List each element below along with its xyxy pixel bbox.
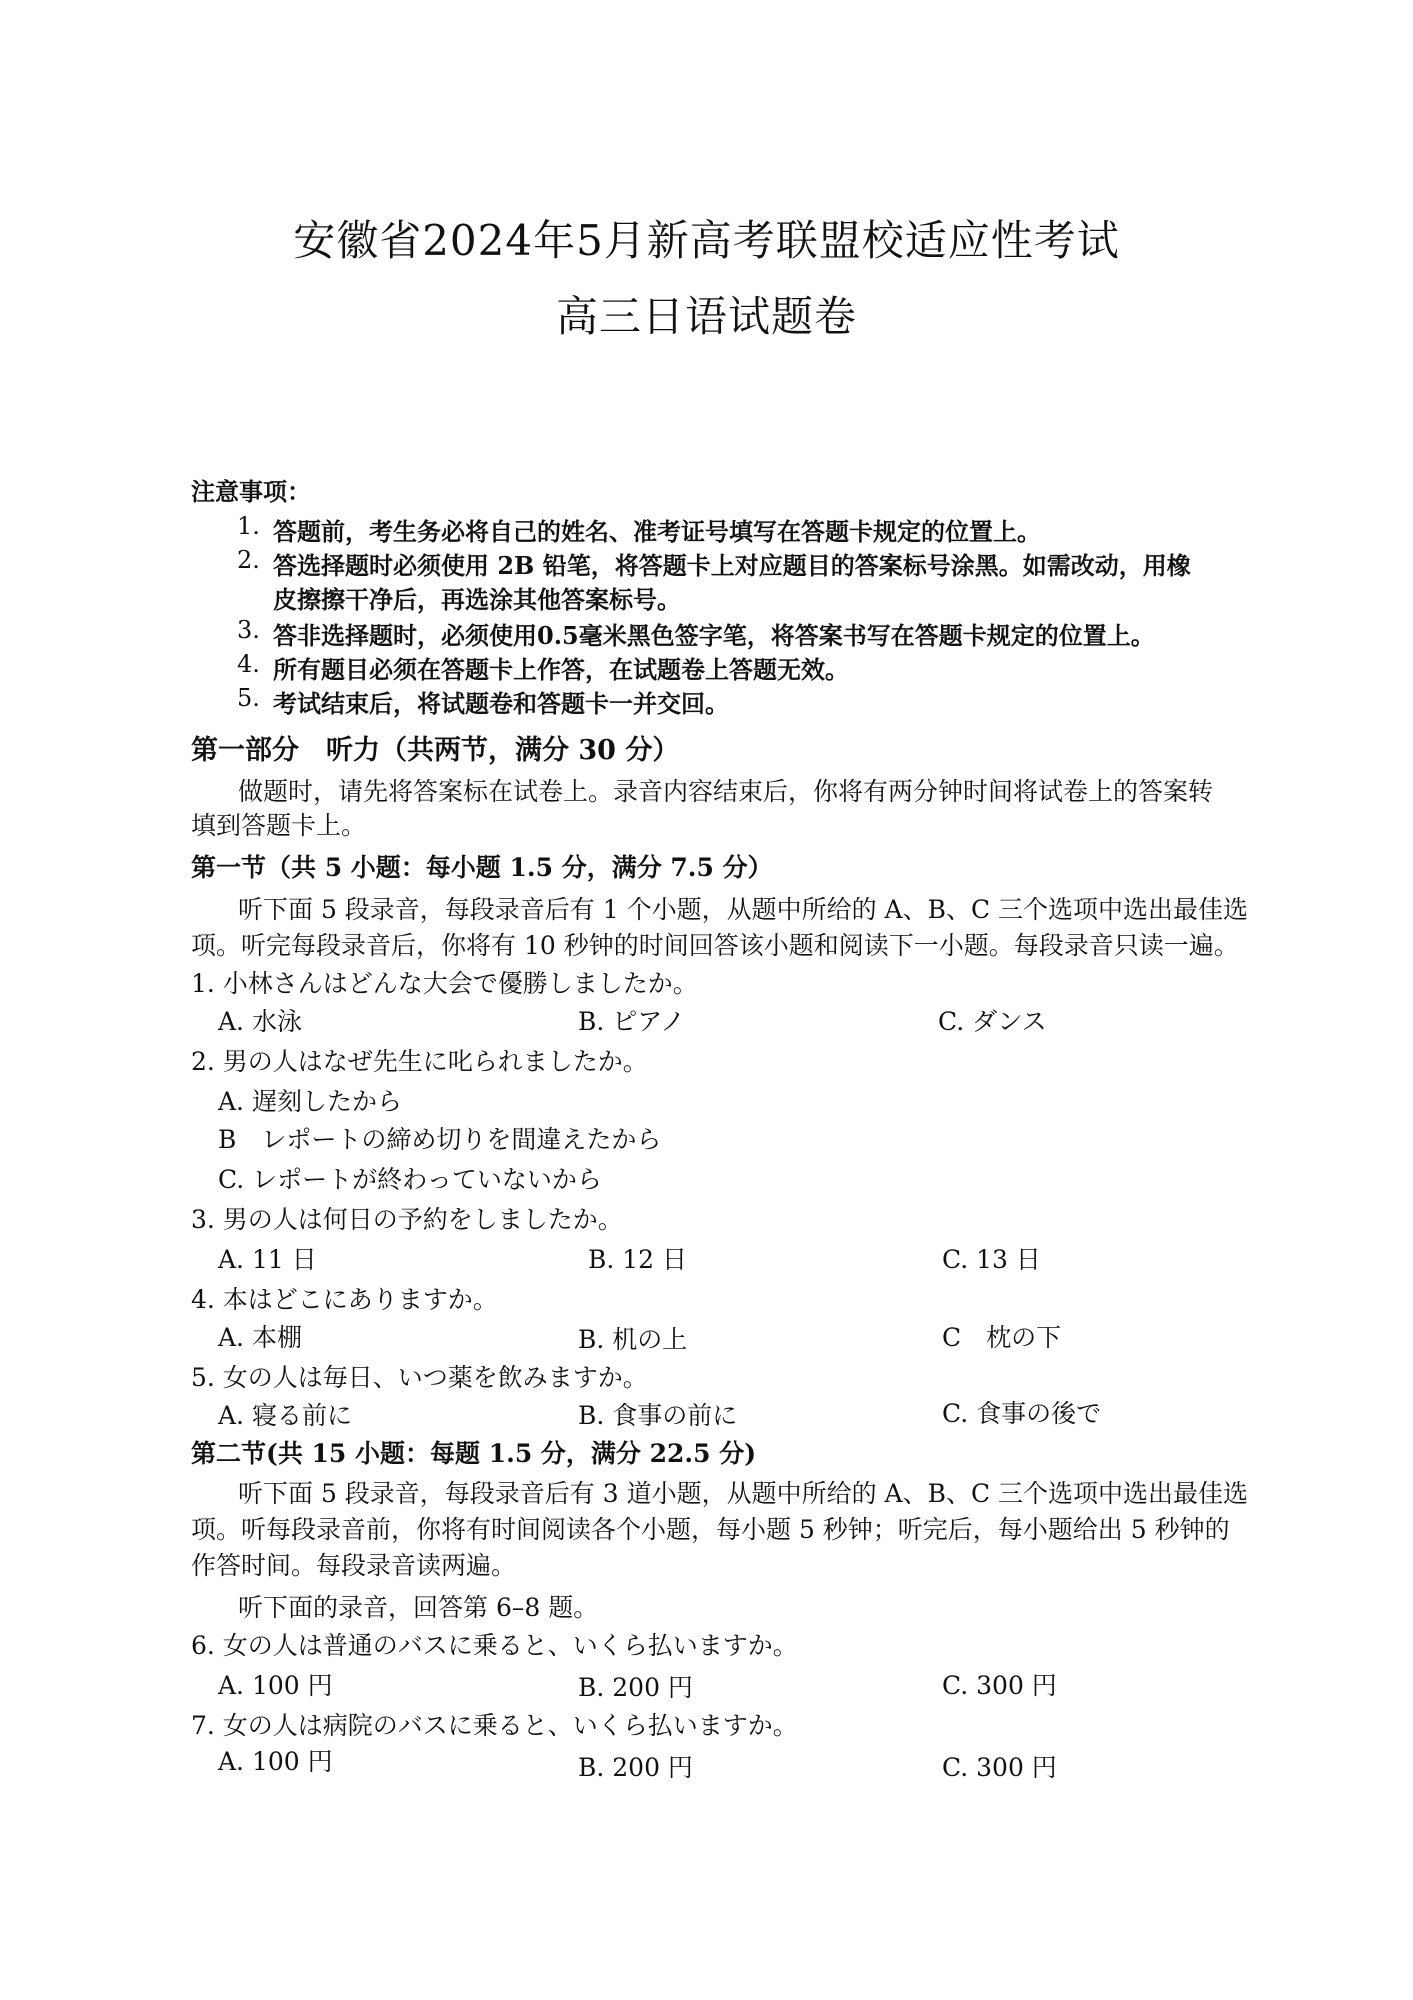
question-text: 6. 女の人は普通のバスに乗ると、いくら払いますか。 — [191, 1631, 798, 1660]
notice-item-text: 所有题目必须在答题卡上作答，在试题卷上答题无效。 — [273, 655, 849, 684]
section2-intro-line: 听下面 5 段录音，每段录音后有 3 道小题，从题中所给的 A、B、C 三个选项中选出最佳选 — [238, 1479, 1249, 1508]
section1-intro-line: 听下面 5 段录音，每段录音后有 1 个小题，从题中所给的 A、B、C 三个选项中选出最佳选 — [238, 895, 1249, 924]
option-a: A. 100 円 — [218, 1747, 333, 1776]
option-a: A. 遅刻したから — [218, 1087, 402, 1116]
part1-heading: 第一部分 听力（共两节，满分 30 分） — [191, 735, 680, 766]
option-b: B. 12 日 — [588, 1245, 688, 1274]
group-note: 听下面的录音，回答第 6–8 题。 — [238, 1593, 599, 1622]
section2-heading: 第二节(共 15 小题：每题 1.5 分，满分 22.5 分) — [191, 1439, 757, 1468]
question-text: 4. 本はどこにありますか。 — [191, 1285, 498, 1314]
option-a: A. 11 日 — [218, 1245, 317, 1274]
option-c: C 枕の下 — [942, 1323, 1062, 1352]
question-text: 1. 小林さんはどんな大会で優勝しましたか。 — [191, 969, 698, 998]
question-text: 2. 男の人はなぜ先生に叱られましたか。 — [191, 1047, 648, 1076]
section2-intro-line: 项。听每段录音前，你将有时间阅读各个小题，每小题 5 秒钟；听完后，每小题给出 5 秒钟的 — [191, 1515, 1230, 1544]
notice-item-text: 考试结束后，将试题卷和答题卡一并交回。 — [273, 689, 729, 718]
option-c: C. 300 円 — [942, 1671, 1057, 1700]
option-c: C. 13 日 — [942, 1245, 1041, 1274]
section1-heading: 第一节（共 5 小题：每小题 1.5 分，满分 7.5 分） — [191, 853, 773, 882]
option-b: B. ピアノ — [578, 1007, 686, 1036]
part1-intro-line: 做题时，请先将答案标在试卷上。录音内容结束后，你将有两分钟时间将试卷上的答案转 — [238, 777, 1214, 806]
notice-item-number: 5. — [237, 684, 260, 712]
question-text: 5. 女の人は毎日、いつ薬を飲みますか。 — [191, 1363, 648, 1392]
option-a: A. 寝る前に — [218, 1401, 352, 1430]
option-b: B レポートの締め切りを間違えたから — [218, 1125, 662, 1154]
option-a: A. 100 円 — [218, 1671, 333, 1700]
option-c: C. レポートが終わっていないから — [218, 1165, 602, 1194]
option-c: C. ダンス — [938, 1007, 1047, 1036]
notice-heading: 注意事项： — [191, 477, 311, 506]
notice-item-text: 皮擦擦干净后，再选涂其他答案标号。 — [273, 585, 681, 614]
exam-title: 安徽省2024年5月新高考联盟校适应性考试 — [293, 216, 1120, 265]
notice-item-number: 4. — [237, 650, 260, 678]
notice-item-text: 答选择题时必须使用 2B 铅笔，将答题卡上对应题目的答案标号涂黑。如需改动，用橡 — [273, 551, 1191, 580]
part1-intro-line: 填到答题卡上。 — [191, 811, 367, 840]
option-c: C. 食事の後で — [942, 1399, 1102, 1428]
notice-item-number: 2. — [237, 546, 260, 574]
option-a: A. 水泳 — [218, 1007, 302, 1036]
section1-intro-line: 项。听完每段录音后，你将有 10 秒钟的时间回答该小题和阅读下一小题。每段录音只读一遍。 — [191, 931, 1239, 960]
notice-item-text: 答题前，考生务必将自己的姓名、准考证号填写在答题卡规定的位置上。 — [273, 517, 1041, 546]
option-c: C. 300 円 — [942, 1753, 1057, 1782]
question-text: 7. 女の人は病院のバスに乗ると、いくら払いますか。 — [191, 1711, 798, 1740]
question-text: 3. 男の人は何日の予約をしましたか。 — [191, 1205, 623, 1234]
option-b: B. 200 円 — [578, 1673, 693, 1702]
option-b: B. 200 円 — [578, 1753, 693, 1782]
notice-item-number: 3. — [237, 616, 260, 644]
section2-intro-line: 作答时间。每段录音读两遍。 — [191, 1551, 517, 1580]
exam-subtitle: 高三日语试题卷 — [555, 292, 857, 341]
option-b: B. 机の上 — [578, 1325, 688, 1354]
option-b: B. 食事の前に — [578, 1401, 738, 1430]
option-a: A. 本棚 — [218, 1323, 302, 1352]
notice-item-text: 答非选择题时，必须使用0.5毫米黑色签字笔，将答案书写在答题卡规定的位置上。 — [273, 621, 1155, 650]
notice-item-number: 1. — [237, 512, 260, 540]
